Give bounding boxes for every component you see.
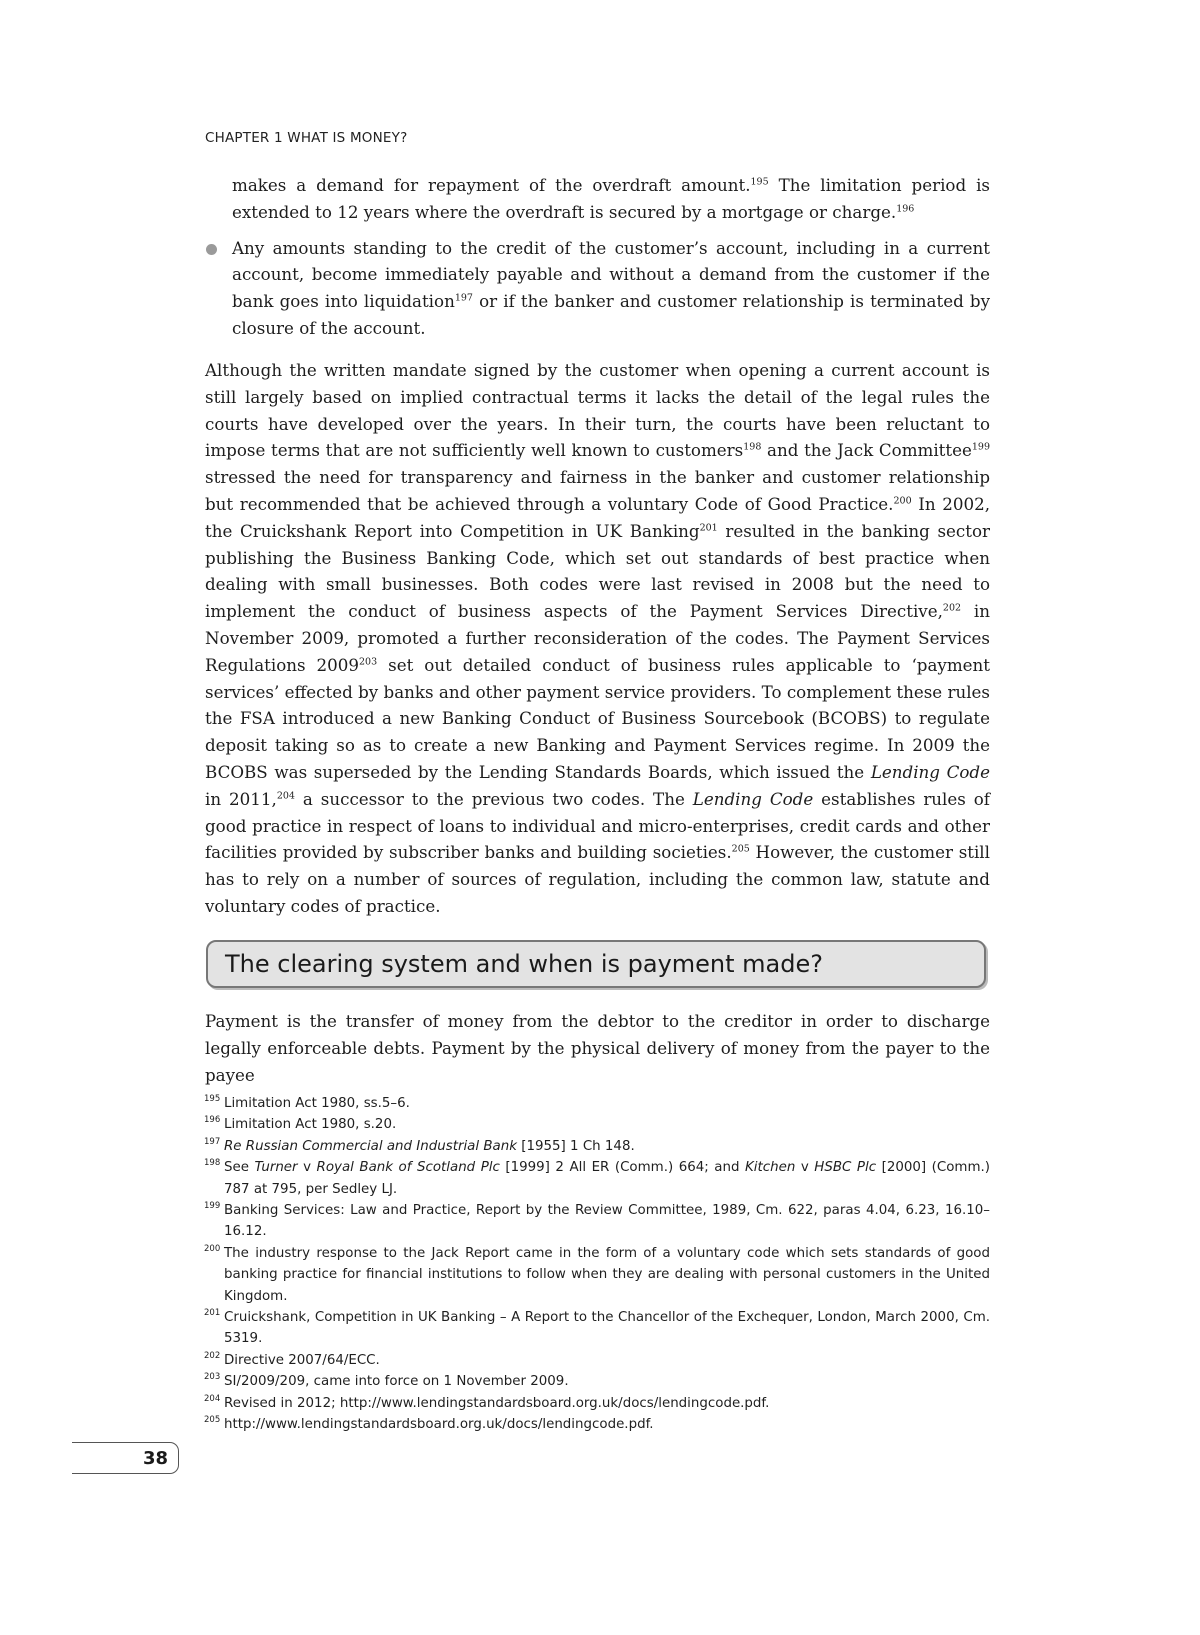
bullet-list bbox=[205, 172, 990, 351]
section-heading: The clearing system and when is payment made? bbox=[225, 950, 823, 978]
para-text: establishes rules of good practice in respect of loans to individual and micro-enterprises, credit cards and other facilities provided by subscriber banks and building societies. bbox=[205, 788, 990, 863]
running-head: CHAPTER 1 WHAT IS MONEY? bbox=[205, 130, 408, 146]
footnote-text: Cruickshank, Competition in UK Banking – A Report to the Chancellor of the Exchequer, London, March 2000, Cm. 5319. bbox=[224, 1310, 990, 1347]
footnote-ref-195[interactable]: 195 bbox=[750, 176, 769, 188]
bullet-continuation bbox=[205, 172, 990, 226]
case-name: Re Russian Commercial and Industrial Bank bbox=[224, 1138, 517, 1154]
footnote-ref-205[interactable]: 205 bbox=[731, 843, 750, 855]
para-text: Although the written mandate signed by the customer when opening a current account is still largely based on implied contractual terms it lacks the detail of the legal rules the courts have developed over the years. In their turn, the courts have been reluctant to impose terms that are not sufficiently well known to customers bbox=[205, 360, 990, 461]
footnote-text: SI/2009/209, came into force on 1 November 2009. bbox=[224, 1374, 569, 1390]
footnote-201 bbox=[204, 1307, 990, 1350]
para-text: In 2002, the Cruickshank Report into Competition in UK Banking bbox=[205, 493, 990, 541]
footnote-text: See bbox=[224, 1160, 255, 1176]
footnote-number: 198 bbox=[204, 1158, 221, 1169]
footnote-ref-204[interactable]: 204 bbox=[276, 790, 295, 802]
footnote-text: [2000] (Comm.) 787 at 795, per Sedley LJ. bbox=[224, 1160, 990, 1197]
footnote-text: v bbox=[795, 1160, 815, 1176]
case-name: Kitchen bbox=[745, 1160, 796, 1176]
footnote-number: 202 bbox=[204, 1350, 221, 1361]
footnote-ref-196[interactable]: 196 bbox=[896, 203, 915, 215]
footnote-204 bbox=[204, 1393, 990, 1414]
para-text: in 2011, bbox=[205, 788, 277, 809]
footnote-number: 201 bbox=[204, 1308, 221, 1319]
page-number: 38 bbox=[142, 1447, 168, 1469]
italic-title: Lending Code bbox=[692, 788, 814, 809]
footnote-text: Revised in 2012; http://www.lendingstandardsboard.org.uk/docs/lendingcode.pdf. bbox=[224, 1395, 770, 1411]
footnote-ref-203[interactable]: 203 bbox=[359, 656, 378, 668]
footnote-number: 197 bbox=[204, 1136, 221, 1147]
case-name: Royal Bank of Scotland Plc bbox=[316, 1160, 500, 1176]
para-text: a successor to the previous two codes. The bbox=[294, 788, 693, 809]
para-text: in November 2009, promoted a further reconsideration of the codes. The Payment Services Regulations 2009 bbox=[205, 601, 991, 675]
body-paragraph bbox=[205, 357, 990, 920]
footnote-197 bbox=[204, 1136, 990, 1157]
footnote-number: 196 bbox=[204, 1115, 221, 1126]
para-text: resulted in the banking sector publishing the Business Banking Code, which set out standards of best practice when dealing with small businesses. Both codes were last revised in 2008 but the need to implement the conduct of business aspects of the Payment Services Directive, bbox=[205, 520, 990, 622]
footnote-ref-198[interactable]: 198 bbox=[743, 441, 762, 453]
footnotes bbox=[204, 1093, 990, 1436]
footnote-text: The industry response to the Jack Report came in the form of a voluntary code which sets standards of good banking practice for financial institutions to follow when they are dealing with personal customers in the United Kingdom. bbox=[224, 1245, 990, 1304]
footnote-199 bbox=[204, 1200, 990, 1243]
body-paragraph: Payment is the transfer of money from the debtor to the creditor in order to discharge legally enforceable debts. Payment by the physical delivery of money from the payer to the payee bbox=[205, 1011, 990, 1085]
bullet-text: or if the banker and customer relationship is terminated by closure of the account. bbox=[232, 291, 991, 338]
footnote-text: Banking Services: Law and Practice, Report by the Review Committee, 1989, Cm. 622, paras 4.04, 6.23, 16.10–16.12. bbox=[224, 1203, 990, 1240]
footnote-number: 195 bbox=[204, 1094, 221, 1104]
footnote-text: [1999] 2 All ER (Comm.) 664; and bbox=[499, 1160, 745, 1176]
footnote-ref-197[interactable]: 197 bbox=[454, 292, 473, 304]
footnote-205 bbox=[204, 1414, 990, 1435]
footnote-text: v bbox=[297, 1160, 317, 1176]
bullet-item bbox=[205, 235, 990, 342]
footnote-number: 200 bbox=[204, 1243, 221, 1254]
footnote-number: 203 bbox=[204, 1372, 221, 1383]
footnote-195 bbox=[204, 1093, 990, 1114]
footnote-text: Directive 2007/64/ECC. bbox=[224, 1352, 380, 1368]
para-text: stressed the need for transparency and fairness in the banker and customer relationship but recommended that be achieved through a voluntary Code of Good Practice. bbox=[205, 467, 990, 514]
footnote-ref-201[interactable]: 201 bbox=[699, 522, 718, 534]
bullet-text: The limitation period is extended to 12 years where the overdraft is secured by a mortgage or charge. bbox=[232, 175, 990, 222]
footnote-text: Limitation Act 1980, ss.5–6. bbox=[224, 1096, 410, 1111]
footnote-198 bbox=[204, 1157, 990, 1200]
footnote-196 bbox=[204, 1114, 990, 1135]
footnote-ref-199[interactable]: 199 bbox=[971, 441, 990, 453]
footnote-text: [1955] 1 Ch 148. bbox=[517, 1138, 635, 1154]
case-name: HSBC Plc bbox=[814, 1160, 877, 1176]
footnote-ref-200[interactable]: 200 bbox=[893, 495, 912, 507]
footnote-number: 204 bbox=[204, 1393, 221, 1404]
footnote-text: http://www.lendingstandardsboard.org.uk/docs/lendingcode.pdf. bbox=[224, 1417, 654, 1433]
bullet-text: makes a demand for repayment of the overdraft amount. bbox=[232, 175, 751, 195]
footnote-203 bbox=[204, 1371, 990, 1392]
footnote-number: 205 bbox=[204, 1415, 221, 1426]
para-text: However, the customer still has to rely on a number of sources of regulation, including the common law, statute and voluntary codes of practice. bbox=[205, 842, 990, 916]
para-text: and the Jack Committee bbox=[761, 440, 972, 461]
footnote-ref-202[interactable]: 202 bbox=[942, 602, 962, 614]
italic-title: Lending Code bbox=[870, 761, 990, 782]
bullet-text: Any amounts standing to the credit of the customer’s account, including in a current account, become immediately payable and without a demand from the customer if the bank goes into liquidation bbox=[232, 237, 990, 312]
footnote-number: 199 bbox=[204, 1201, 221, 1212]
footnote-text: Limitation Act 1980, s.20. bbox=[224, 1117, 397, 1133]
section-heading-box bbox=[206, 940, 986, 988]
para-text: set out detailed conduct of business rules applicable to ‘payment services’ effected by banks and other payment service providers. To complement these rules the FSA introduced a new Banking Conduct of Business Sourcebook (BCOBS) to regulate deposit taking so as to create a new Banking and Payment Services regime. In 2009 the BCOBS was superseded by the Lending Standards Boards, which issued the bbox=[205, 654, 990, 782]
footnote-202 bbox=[204, 1350, 990, 1371]
footnote-200 bbox=[204, 1243, 990, 1307]
page-number-tab bbox=[72, 1442, 179, 1474]
case-name: Turner bbox=[254, 1160, 298, 1176]
